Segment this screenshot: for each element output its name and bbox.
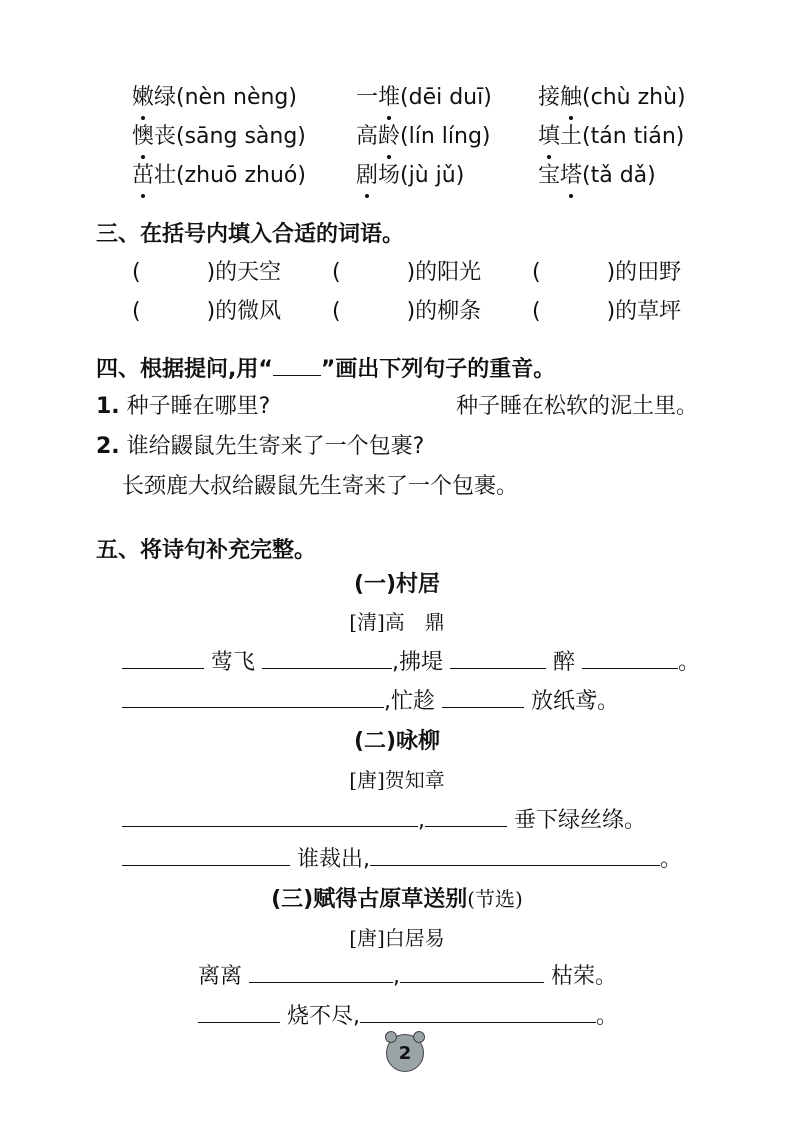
answer-blank[interactable] bbox=[122, 687, 384, 708]
pinyin-item: 一堆(dēi duī) bbox=[356, 80, 492, 111]
pinyin-item: 接触(chù zhù) bbox=[538, 80, 686, 111]
poem-1-author: [清]高 鼎 bbox=[349, 610, 445, 634]
fill-item: ( )的草坪 bbox=[532, 299, 682, 324]
underline-sample bbox=[273, 355, 321, 376]
poem-1-line-2: ,忙趁 放纸鸢。 bbox=[122, 687, 619, 717]
fill-item: ( )的微风 bbox=[132, 299, 282, 324]
pinyin-item: 宝塔(tǎ dǎ) bbox=[538, 158, 656, 189]
poem-2-line-2: 谁裁出, 。 bbox=[122, 845, 682, 875]
answer-blank[interactable] bbox=[442, 687, 524, 708]
pinyin-item: 茁壮(zhuō zhuó) bbox=[132, 158, 306, 189]
page-number-badge bbox=[386, 1034, 424, 1072]
question-1: 1. 种子睡在哪里? bbox=[96, 394, 271, 419]
answer-blank[interactable] bbox=[582, 648, 678, 669]
answer-blank[interactable] bbox=[400, 962, 544, 983]
answer-blank[interactable] bbox=[262, 648, 392, 669]
answer-blank[interactable] bbox=[198, 1002, 280, 1023]
answer-blank[interactable] bbox=[425, 806, 507, 827]
answer-1: 种子睡在松软的泥土里。 bbox=[456, 394, 699, 419]
poem-1-line-1: 莺飞 ,拂堤 醉 。 bbox=[122, 648, 700, 678]
question-2: 2. 谁给鼹鼠先生寄来了一个包裹? bbox=[96, 434, 425, 459]
answer-blank[interactable] bbox=[360, 1002, 596, 1023]
pinyin-item: 嫩绿(nèn nèng) bbox=[132, 80, 297, 111]
answer-blank[interactable] bbox=[122, 648, 204, 669]
section-5-title: 五、将诗句补充完整。 bbox=[96, 538, 317, 563]
answer-2: 长颈鹿大叔给鼹鼠先生寄来了一个包裹。 bbox=[122, 474, 519, 499]
answer-blank[interactable] bbox=[122, 845, 290, 866]
section-4-title: 四、根据提问,用“ ”画出下列句子的重音。 bbox=[96, 357, 556, 382]
fill-item: ( )的田野 bbox=[532, 260, 682, 285]
poem-2-line-1: , 垂下绿丝绦。 bbox=[122, 806, 646, 836]
poem-3-author: [唐]白居易 bbox=[349, 926, 445, 950]
poem-3-note: (节选) bbox=[467, 887, 523, 911]
answer-blank[interactable] bbox=[450, 648, 546, 669]
poem-2-title: (二)咏柳 bbox=[353, 729, 441, 754]
poem-2-author: [唐]贺知章 bbox=[349, 768, 445, 792]
pinyin-item: 懊丧(sāng sàng) bbox=[132, 119, 306, 150]
poem-1-title: (一)村居 bbox=[353, 572, 441, 597]
poem-3-title-line bbox=[0, 882, 794, 913]
fill-item: ( )的阳光 bbox=[332, 260, 482, 285]
page-number: 2 bbox=[398, 1042, 412, 1064]
poem-3-title: (三)赋得古原草送别 bbox=[271, 887, 468, 912]
answer-blank[interactable] bbox=[249, 962, 393, 983]
fill-item: ( )的天空 bbox=[132, 260, 282, 285]
pinyin-item: 剧场(jù jǔ) bbox=[356, 158, 464, 189]
section-3-title: 三、在括号内填入合适的词语。 bbox=[96, 222, 405, 247]
fill-item: ( )的柳条 bbox=[332, 299, 482, 324]
poem-3-line-1: 离离 , 枯荣。 bbox=[198, 964, 618, 989]
pinyin-item: 高龄(lín líng) bbox=[356, 119, 491, 150]
answer-blank[interactable] bbox=[370, 845, 660, 866]
poem-3-line-2: 烧不尽, 。 bbox=[198, 1002, 618, 1032]
answer-blank[interactable] bbox=[122, 806, 418, 827]
pinyin-item: 填土(tán tián) bbox=[538, 119, 684, 150]
